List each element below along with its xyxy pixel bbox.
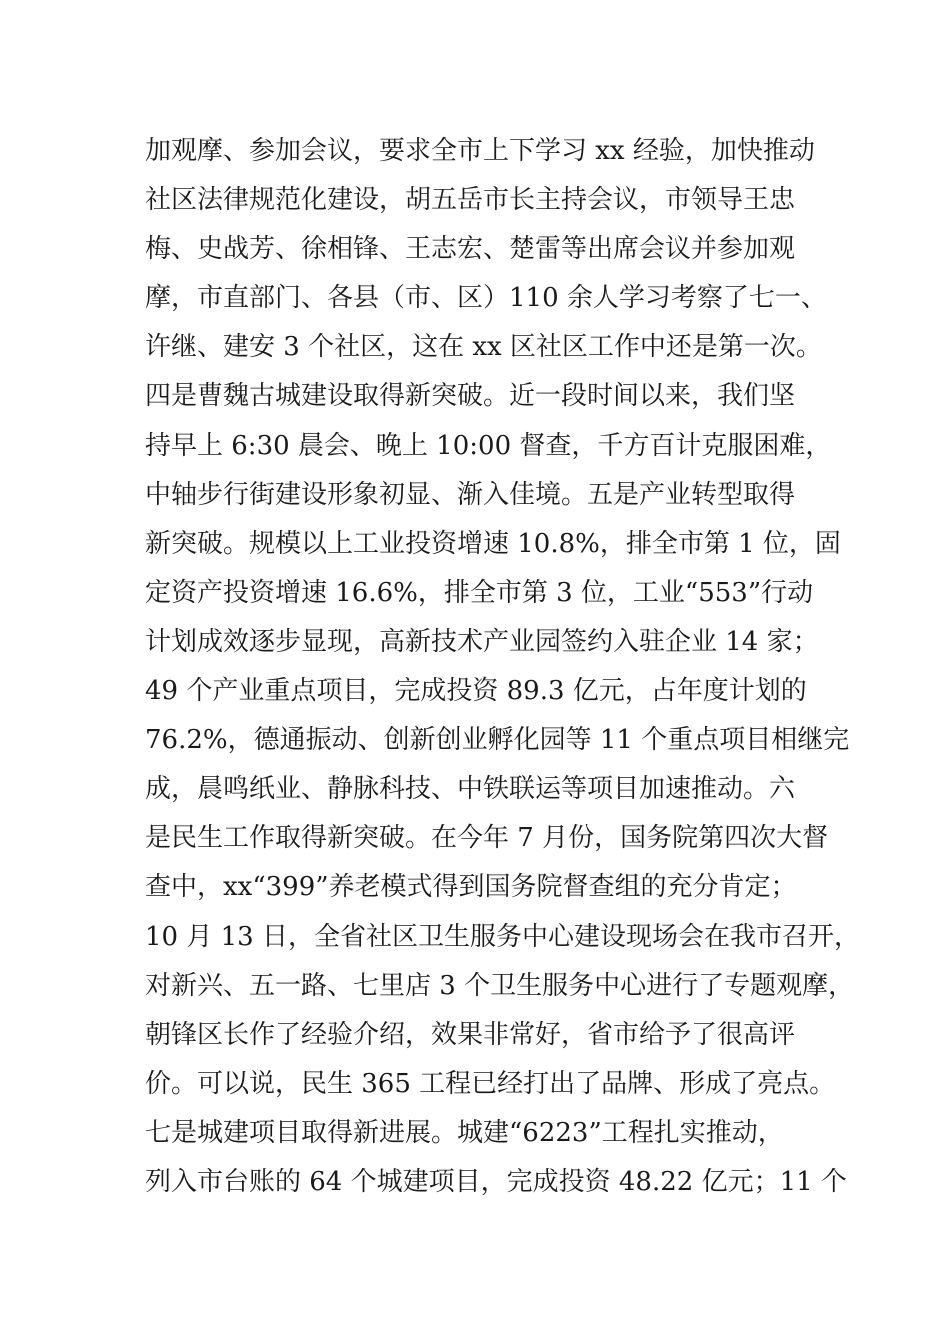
text-line: 中轴步行街建设形象初显、渐入佳境。五是产业转型取得 bbox=[145, 479, 796, 510]
text-line: 摩，市直部门、各县（市、区）110 余人学习考察了七一、 bbox=[145, 283, 827, 314]
text-line: 查中，xx“399”养老模式得到国务院督查组的充分肯定； bbox=[145, 872, 797, 903]
text-line: 成，晨鸣纸业、静脉科技、中铁联运等项目加速推动。六 bbox=[145, 774, 796, 805]
text-line: 价。可以说，民生 365 工程已经打出了品牌、形成了亮点。 bbox=[145, 1068, 836, 1099]
text-line: 许继、建安 3 个社区，这在 xx 区社区工作中还是第一次。 bbox=[145, 332, 822, 363]
text-line: 四是曹魏古城建设取得新突破。近一段时间以来，我们坚 bbox=[145, 381, 796, 412]
text-line: 持早上 6:30 晨会、晚上 10:00 督查，千方百计克服困难， bbox=[145, 430, 832, 461]
body-text bbox=[145, 127, 860, 1207]
text-line: 新突破。规模以上工业投资增速 10.8%，排全市第 1 位，固 bbox=[145, 528, 841, 559]
text-line: 10 月 13 日，全省社区卫生服务中心建设现场会在我市召开， bbox=[145, 921, 860, 952]
text-line: 梅、史战芳、徐相锋、王志宏、楚雷等出席会议并参加观 bbox=[145, 234, 796, 265]
text-line: 定资产投资增速 16.6%，排全市第 3 位，工业“553”行动 bbox=[145, 577, 814, 608]
text-line: 加观摩、参加会议，要求全市上下学习 xx 经验，加快推动 bbox=[145, 136, 815, 166]
text-line: 七是城建项目取得新进展。城建“6223”工程扎实推动， bbox=[145, 1117, 784, 1148]
text-line: 是民生工作取得新突破。在今年 7 月份，国务院第四次大督 bbox=[145, 823, 829, 854]
text-line: 社区法律规范化建设，胡五岳市长主持会议，市领导王忠 bbox=[145, 185, 796, 216]
text-line: 计划成效逐步显现，高新技术产业园签约入驻企业 14 家； bbox=[145, 626, 819, 657]
text-line: 列入市台账的 64 个城建项目，完成投资 48.22 亿元；11 个 bbox=[145, 1166, 847, 1197]
text-line: 朝锋区长作了经验介绍，效果非常好，省市给予了很高评 bbox=[145, 1019, 796, 1050]
text-line: 对新兴、五一路、七里店 3 个卫生服务中心进行了专题观摩， bbox=[145, 970, 855, 1001]
text-line: 76.2%，德通振动、创新创业孵化园等 11 个重点项目相继完 bbox=[145, 725, 850, 756]
text-line: 49 个产业重点项目，完成投资 89.3 亿元，占年度计划的 bbox=[145, 676, 807, 707]
